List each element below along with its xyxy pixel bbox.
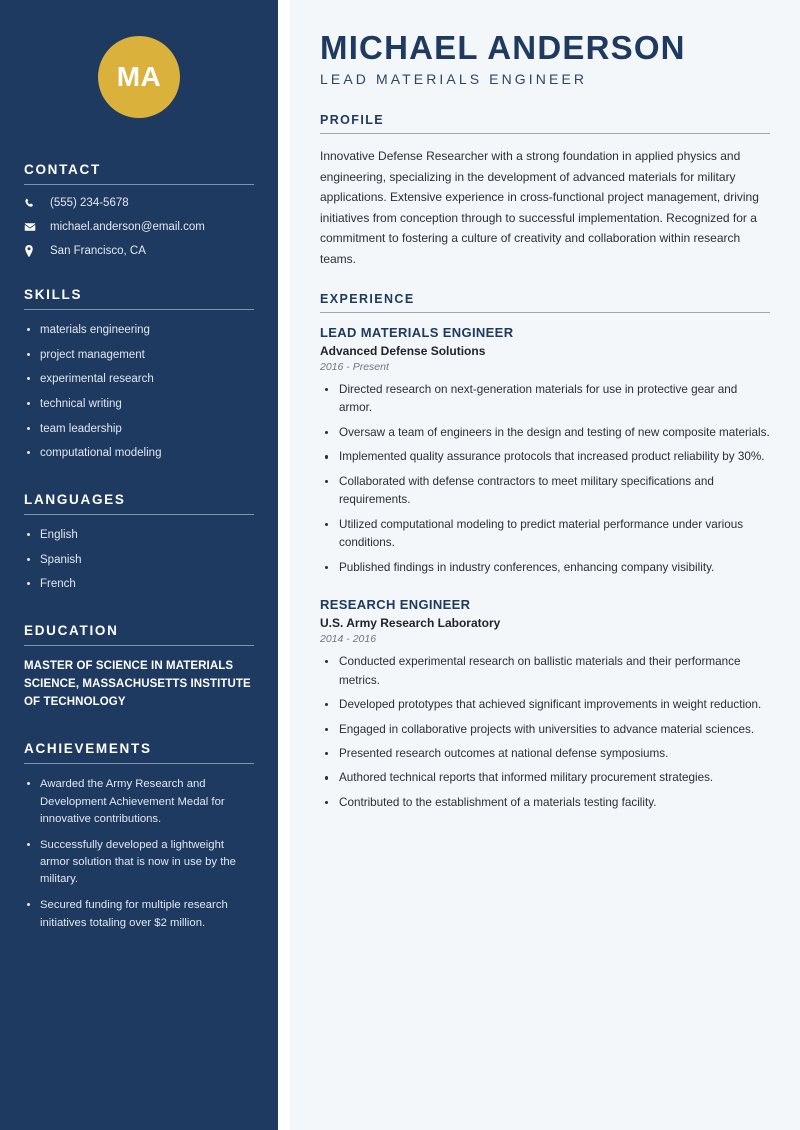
- contact-divider: [24, 184, 254, 185]
- languages-heading: LANGUAGES: [24, 492, 126, 508]
- experience-dates: 2014 - 2016: [320, 633, 377, 646]
- list-item: Utilized computational modeling to predict material performance under various conditions.: [320, 516, 770, 553]
- list-item: Authored technical reports that informed military procurement strategies.: [320, 769, 770, 787]
- main-content: [290, 0, 800, 1130]
- achievements-list: [24, 776, 254, 931]
- list-item: materials engineering: [24, 322, 254, 339]
- education-section: [24, 623, 254, 711]
- profile-text: Innovative Defense Researcher with a strong foundation in applied physics and engineering, specializing in the development of advanced materials for military applications. Extensive experience in cross-functional project management, driving initiatives from conception through to successful implementation. Recognized for a commitment to fostering a culture of creativity and collaboration within research teams.: [320, 148, 759, 267]
- sidebar: [0, 0, 278, 1130]
- list-item: Successfully developed a lightweight armor solution that is now in use by the military.: [24, 837, 254, 888]
- list-item: experimental research: [24, 371, 254, 388]
- achievements-section: [24, 741, 254, 931]
- avatar: MA: [98, 36, 180, 118]
- skills-heading: SKILLS: [24, 287, 83, 302]
- phone-icon: [24, 198, 42, 209]
- experience-role: LEAD MATERIALS ENGINEER: [320, 324, 514, 340]
- contact-item-email[interactable]: [24, 221, 254, 233]
- contact-value-phone: (555) 234-5678: [50, 197, 129, 209]
- achievements-heading: ACHIEVEMENTS: [24, 741, 152, 757]
- list-item: Developed prototypes that achieved significant improvements in weight reduction.: [320, 696, 770, 714]
- list-item: Engaged in collaborative projects with universities to advance material sciences.: [320, 721, 770, 739]
- languages-list: [24, 527, 254, 593]
- list-item: Collaborated with defense contractors to meet military specifications and requirements.: [320, 473, 770, 510]
- education-divider: [24, 645, 254, 646]
- skills-section: [24, 287, 254, 462]
- list-item: Presented research outcomes at national defense symposiums.: [320, 745, 770, 763]
- envelope-icon: [24, 221, 42, 233]
- languages-divider: [24, 514, 254, 515]
- avatar-container: [24, 0, 254, 118]
- list-item: Implemented quality assurance protocols that increased product reliability by 30%.: [320, 448, 770, 466]
- skills-list: [24, 322, 254, 462]
- contact-item-location[interactable]: [24, 245, 254, 257]
- languages-section: [24, 492, 254, 593]
- experience-dates: 2016 - Present: [320, 360, 389, 373]
- achievements-divider: [24, 763, 254, 764]
- map-pin-icon: [24, 245, 42, 257]
- list-item: Directed research on next-generation materials for use in protective gear and armor.: [320, 381, 770, 418]
- education-entry: MASTER OF SCIENCE IN MATERIALS SCIENCE, MASSACHUSETTS INSTITUTE OF TECHNOLOGY: [24, 660, 251, 708]
- list-item: Oversaw a team of engineers in the design and testing of new composite materials.: [320, 424, 770, 442]
- list-item: Awarded the Army Research and Development Achievement Medal for innovative contributions.: [24, 776, 254, 827]
- experience-company: U.S. Army Research Laboratory: [320, 616, 501, 631]
- list-item: project management: [24, 347, 254, 364]
- contact-value-email: michael.anderson@email.com: [50, 221, 205, 233]
- education-heading: EDUCATION: [24, 623, 119, 639]
- list-item: Contributed to the establishment of a materials testing facility.: [320, 794, 770, 812]
- contact-heading: CONTACT: [24, 162, 101, 177]
- experience-company: Advanced Defense Solutions: [320, 343, 486, 358]
- list-item: Conducted experimental research on ballistic materials and their performance metrics.: [320, 653, 770, 690]
- list-item: French: [24, 576, 254, 593]
- profile-heading: PROFILE: [320, 112, 384, 127]
- list-item: Spanish: [24, 552, 254, 569]
- list-item: Published findings in industry conferences, enhancing company visibility.: [320, 559, 770, 577]
- profile-section: [320, 113, 770, 270]
- experience-entry: [320, 325, 770, 577]
- experience-bullet-list: [320, 381, 770, 577]
- experience-section: [320, 292, 770, 813]
- contact-section: [24, 162, 254, 257]
- headline-job-title: LEAD MATERIALS ENGINEER: [320, 70, 588, 87]
- sidebar-gutter: [278, 0, 290, 1130]
- profile-divider: [320, 133, 770, 134]
- experience-heading: EXPERIENCE: [320, 291, 415, 306]
- contact-list: [24, 197, 254, 257]
- contact-item-phone[interactable]: [24, 197, 254, 209]
- skills-divider: [24, 309, 254, 310]
- list-item: team leadership: [24, 421, 254, 438]
- experience-divider: [320, 312, 770, 313]
- list-item: computational modeling: [24, 445, 254, 462]
- contact-value-location: San Francisco, CA: [50, 245, 146, 257]
- experience-role: RESEARCH ENGINEER: [320, 597, 471, 613]
- experience-entry: [320, 597, 770, 812]
- list-item: English: [24, 527, 254, 544]
- list-item: technical writing: [24, 396, 254, 413]
- page-title: MICHAEL ANDERSON: [320, 29, 686, 66]
- list-item: Secured funding for multiple research initiatives totaling over $2 million.: [24, 897, 254, 931]
- experience-bullet-list: [320, 653, 770, 812]
